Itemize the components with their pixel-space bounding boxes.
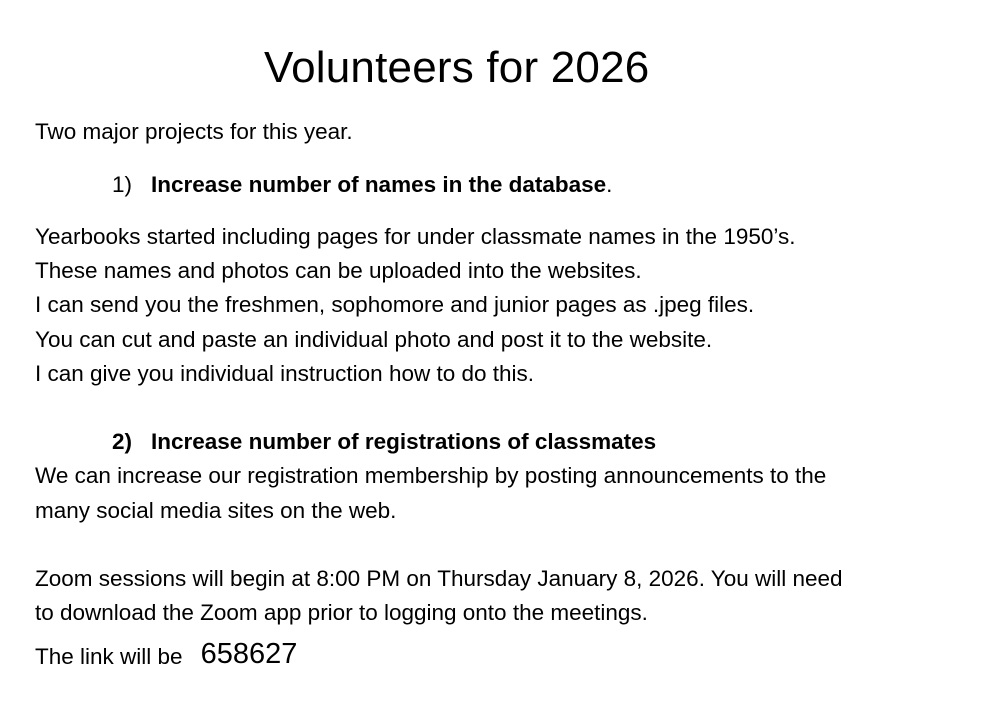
intro-text: Two major projects for this year. (35, 119, 353, 144)
project-1-number: 1) (112, 172, 133, 197)
project-1-period: . (606, 172, 613, 197)
project-2-number: 2) (112, 429, 133, 454)
page-title: Volunteers for 2026 (264, 43, 650, 92)
zoom-link-row (35, 638, 297, 674)
project-1-line: I can give you individual instruction how to do this. (35, 361, 535, 386)
project-2-line: many social media sites on the web. (35, 498, 397, 523)
project-2-heading (112, 425, 656, 459)
zoom-line: to download the Zoom app prior to logging onto the meetings. (35, 600, 648, 625)
project-1-line: Yearbooks started including pages for under classmate names in the 1950’s. (35, 224, 796, 249)
project-1-line: These names and photos can be uploaded into the websites. (35, 258, 642, 283)
zoom-link-code: 658627 (200, 638, 298, 670)
project-1-title: Increase number of names in the database (151, 172, 607, 197)
project-1-line: You can cut and paste an individual photo and post it to the website. (35, 327, 713, 352)
project-1-line: I can send you the freshmen, sophomore and junior pages as .jpeg files. (35, 292, 755, 317)
project-2-title: Increase number of registrations of classmates (151, 429, 657, 454)
zoom-link-label: The link will be (35, 644, 183, 669)
zoom-line: Zoom sessions will begin at 8:00 PM on Thursday January 8, 2026. You will need (35, 566, 843, 591)
project-2-line: We can increase our registration membership by posting announcements to the (35, 463, 827, 488)
project-1-heading (112, 168, 612, 202)
